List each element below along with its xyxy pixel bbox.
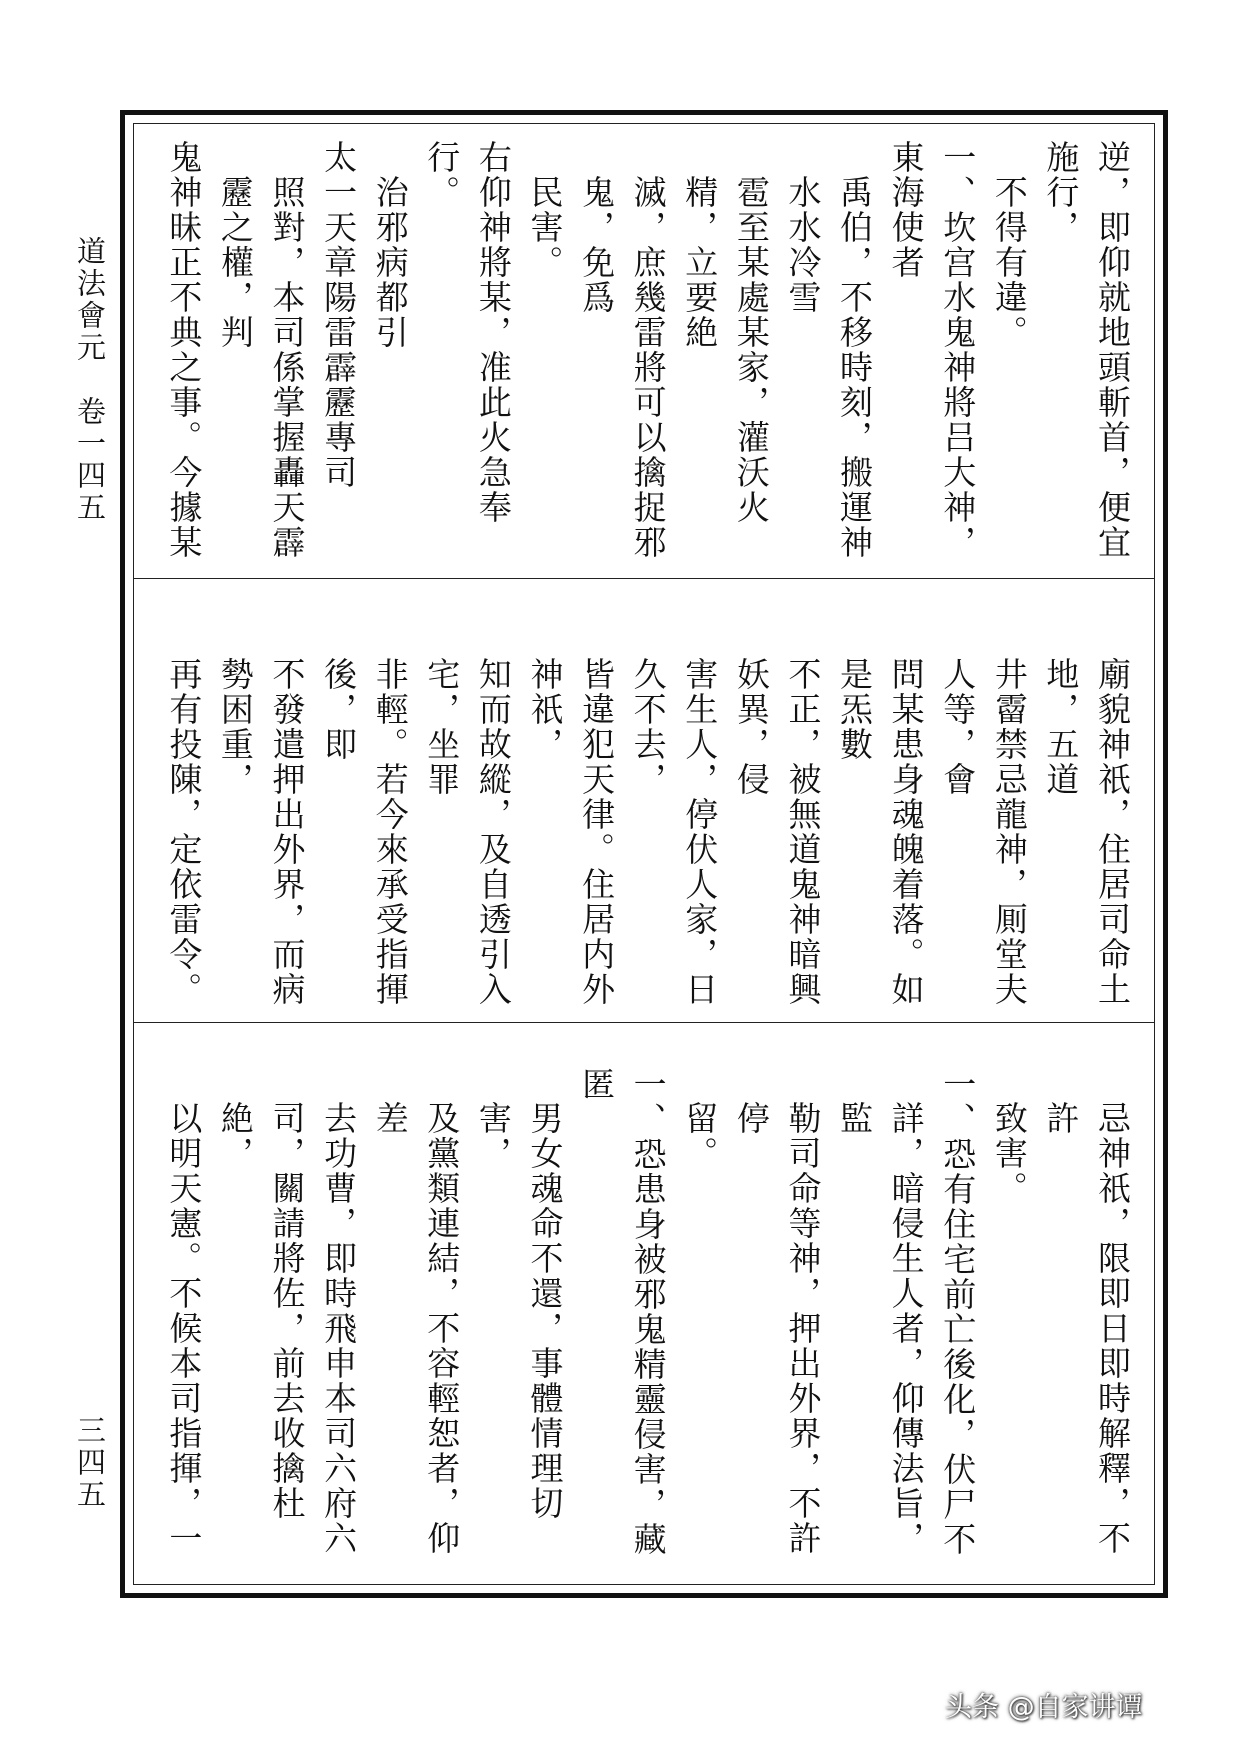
text-column: 太一天章陽雷霹靂專司 (319, 140, 359, 490)
text-column: 治邪病都引 (370, 174, 410, 350)
text-band-middle (158, 588, 1138, 1020)
text-column: 男女魂命不還，事體情理切害， (473, 1101, 565, 1522)
text-column: 再有投陳，定依雷令。 (164, 657, 204, 1008)
text-column: 不得有違。 (989, 174, 1029, 350)
text-column: 逆，即仰就地頭斬首，便宜施行， (1041, 140, 1132, 560)
band-divider-2 (134, 1022, 1154, 1023)
text-column: 鬼神昧正不典之事。今據某 (164, 140, 204, 560)
text-band-bottom (158, 1032, 1138, 1582)
text-column: 司，關請將佐，前去收擒杜絶， (215, 1101, 307, 1522)
text-column: 右仰神將某，准此火急奉行。 (422, 140, 513, 525)
watermark: 头条 @自家讲谭 (945, 1692, 1143, 1723)
text-column: 知而故縱，及自透引入宅，坐罪 (422, 657, 513, 1008)
text-column: 雹至某處某家，灌沃火精，立要絶 (680, 174, 771, 525)
page-number: 三四五 (73, 1415, 107, 1511)
text-band-top (158, 140, 1138, 576)
text-column: 禹伯，不移時刻，搬運神水水冷雪 (783, 174, 875, 560)
text-column: 井霤禁忌龍神，厠堂夫人等，會 (938, 657, 1029, 1008)
text-column: 留。 (680, 1101, 720, 1172)
text-column: 詳，暗侵生人者，仰傳法旨，監 (835, 1101, 926, 1557)
text-column: 皆違犯天律。住居内外神祇， (525, 657, 617, 1008)
text-column: 致害。 (989, 1101, 1029, 1207)
book-title: 道法會元 卷一四五 (73, 236, 107, 524)
text-column: 去功曹，即時飛申本司六府六 (319, 1101, 359, 1557)
text-column: 以明天憲。不候本司指揮，一 (164, 1101, 204, 1557)
text-column: 一、恐有住宅前亡後化，伏尸不 (938, 1066, 978, 1557)
text-column: 忌神祇，限即日即時解釋，不許 (1041, 1101, 1132, 1557)
text-column: 民害。 (525, 174, 565, 280)
text-column: 一、恐患身被邪鬼精靈侵害，藏匿 (577, 1066, 668, 1557)
band-divider-1 (134, 578, 1154, 579)
text-column: 問某患身魂魄着落。如是炁數 (835, 657, 926, 1008)
text-column: 廟貌神祇，住居司命土地，五道 (1041, 657, 1132, 1008)
text-column: 一、坎宫水鬼神將吕大神，東海使者 (886, 140, 978, 560)
text-column: 勒司命等神，押出外界，不許停 (731, 1101, 823, 1557)
text-column: 照對，本司係掌握轟天霹靂之權，判 (215, 174, 307, 560)
text-column: 不正，被無道鬼神暗興妖異，侵 (731, 657, 823, 1008)
text-column: 及黨類連結，不容輕恕者，仰差 (370, 1101, 462, 1557)
text-column: 非輕。若今來承受指揮後，即 (319, 657, 410, 1008)
text-column: 不發遣押出外界，而病勢困重， (215, 657, 307, 1008)
text-column: 滅，庶幾雷將可以擒捉邪鬼，免爲 (577, 174, 668, 560)
text-column: 害生人，停伏人家，日久不去， (628, 657, 720, 1008)
